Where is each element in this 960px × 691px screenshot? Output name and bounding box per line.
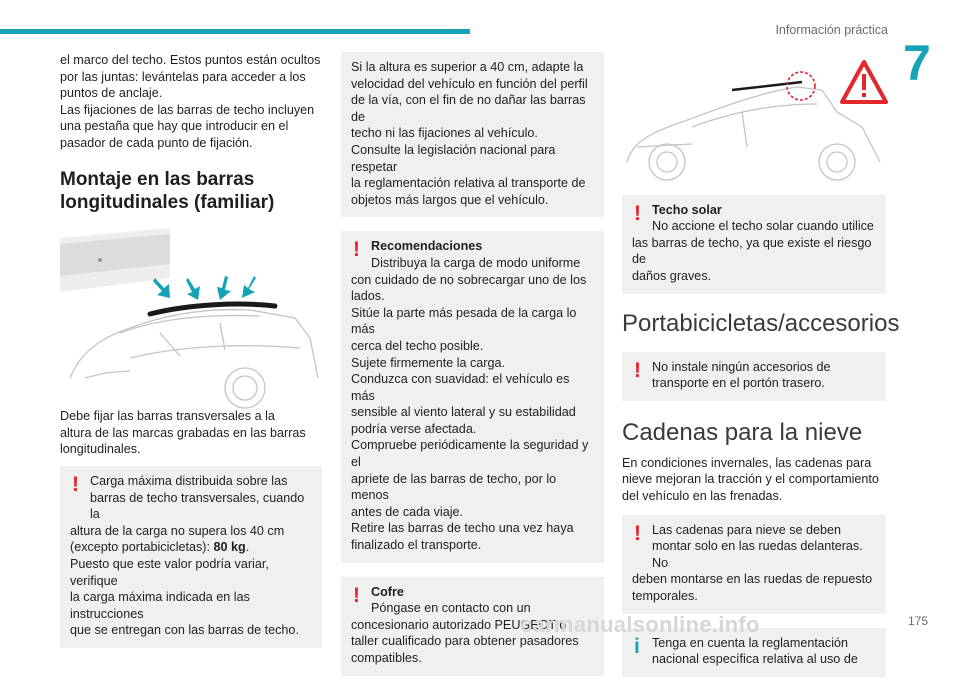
warning-exclamation-icon: !: [634, 358, 641, 382]
text-line: daños graves.: [632, 268, 712, 283]
text-line: una pestaña que hay que introducir en el: [60, 119, 289, 134]
height-notice-box: [341, 52, 604, 217]
text-line: altura de la carga no supera los 40 cm: [70, 523, 285, 538]
text-line: antes de cada viaje.: [351, 504, 464, 519]
text-line: montar solo en las ruedas delanteras. No: [652, 539, 863, 570]
snow-chains-paragraph: [622, 455, 886, 505]
max-load-value: 80 kg: [213, 540, 246, 555]
text-line: Retire las barras de techo una vez haya: [351, 521, 574, 536]
page-number: 175: [907, 614, 928, 628]
warning-exclamation-icon: !: [353, 238, 360, 262]
box-title: Recomendaciones: [371, 239, 483, 254]
text-line: sensible al viento lateral y su estabilidad: [351, 405, 576, 420]
box-title: Cofre: [371, 584, 404, 599]
text-line: cerca del techo posible.: [351, 338, 484, 353]
column-3: [622, 52, 900, 691]
text-line: Póngase en contacto con un: [371, 601, 531, 616]
text-line: finalizado el transporte.: [351, 538, 482, 553]
text-line: No instale ningún accesorios de: [652, 359, 831, 374]
text-line: Si la altura es superior a 40 cm, adapte la: [351, 60, 584, 74]
text-line: deben montarse en las ruedas de repuesto: [632, 572, 873, 587]
text-line: Carga máxima distribuida sobre las: [90, 473, 288, 488]
text-line: la carga máxima indicada en las instrucciones: [70, 590, 250, 621]
text-span: .: [245, 540, 250, 555]
info-icon: i: [634, 634, 640, 658]
text-line: Distribuya la carga de modo uniforme: [371, 255, 581, 270]
text-line: objetos más largos que el vehículo.: [351, 192, 549, 207]
text-line: En condiciones invernales, las cadenas para: [622, 455, 872, 470]
chapter-number: 7: [903, 35, 931, 91]
text-line: concesionario autorizado PEUGEOT o: [351, 617, 567, 632]
text-line: velocidad del vehículo en función del perfil: [351, 76, 588, 91]
column-1: [60, 52, 322, 662]
roof-rails-illustration: [60, 228, 322, 396]
recommendations-warning-box: [341, 231, 604, 562]
text-line: podría verse afectada.: [351, 421, 477, 436]
header-accent-bar: [0, 29, 470, 34]
text-line: Conduzca con suavidad: el vehículo es más: [351, 372, 570, 403]
warning-exclamation-icon: !: [353, 583, 360, 607]
text-line: lados.: [351, 289, 385, 304]
box-title: Techo solar: [652, 202, 722, 217]
text-line: techo ni las fijaciones al vehículo.: [351, 126, 538, 141]
section-title: Información práctica: [775, 23, 888, 37]
text-line: por las juntas: levántelas para acceder a los: [60, 69, 306, 84]
text-line: apriete de las barras de techo, por lo menos: [351, 471, 557, 503]
sunroof-illustration: [622, 52, 886, 182]
text-span: (excepto portabicicletas):: [70, 540, 214, 555]
text-line: Tenga en cuenta la reglamentación: [652, 635, 849, 650]
rails-paragraph: [60, 408, 322, 458]
warning-triangle-icon: [842, 62, 886, 102]
text-line: No accione el techo solar cuando utilice: [652, 219, 874, 234]
text-line: Las fijaciones de las barras de techo incluyen: [60, 102, 315, 117]
text-line: Puesto que este valor podría variar, verifique: [70, 556, 269, 588]
text-line: que se entregan con las barras de techo.: [70, 623, 299, 638]
text-line: barras de techo transversales, cuando la: [90, 490, 305, 522]
warning-exclamation-icon: !: [634, 201, 641, 225]
text-line: compatibles.: [351, 651, 422, 665]
text-line: pasador de cada punto de fijación.: [60, 135, 253, 150]
text-line: Consulte la legislación nacional para respetar: [351, 142, 556, 174]
section-heading-roof-rails: [60, 168, 322, 214]
warning-exclamation-icon: !: [72, 472, 79, 496]
text-line: de la vía, con el fin de no dañar las barras de: [351, 93, 586, 124]
text-line: Compruebe periódicamente la seguridad y el: [351, 438, 589, 470]
text-line: nacional específica relativa al uso de: [652, 652, 858, 667]
arrow-icons: [153, 276, 256, 300]
text-line: nieve mejoran la tracción y el comportamiento: [622, 472, 879, 487]
text-line: longitudinales.: [60, 442, 141, 457]
text-line: taller cualificado para obtener pasadores: [351, 634, 579, 649]
text-line: la reglamentación relativa al transporte de: [351, 176, 586, 191]
text-line: [70, 539, 312, 556]
snow-chains-warning-box: [622, 515, 886, 614]
text-line: con cuidado de no sobrecargar uno de los: [351, 272, 587, 287]
sunroof-warning-box: [622, 195, 886, 294]
bike-carrier-warning-box: [622, 352, 886, 401]
column-2: [341, 52, 604, 690]
warning-exclamation-icon: !: [634, 521, 641, 545]
text-line: Sujete firmemente la carga.: [351, 355, 505, 370]
text-line: Sitúe la parte más pesada de la carga lo más: [351, 305, 577, 337]
intro-paragraph: [60, 52, 322, 152]
section-heading-bike-carriers: Portabicicletas/accesorios: [622, 309, 900, 337]
text-line: el marco del techo. Estos puntos están ocultos: [60, 53, 321, 67]
heading-line: Montaje en las barras: [60, 168, 255, 190]
section-heading-snow-chains: Cadenas para la nieve: [622, 418, 863, 446]
text-line: Debe fijar las barras transversales a la: [60, 409, 275, 424]
max-load-warning-box: [60, 466, 322, 648]
text-line: temporales.: [632, 588, 698, 603]
watermark: carmanualsonline.info: [520, 612, 760, 637]
text-line: puntos de anclaje.: [60, 86, 163, 101]
text-line: las barras de techo, ya que existe el riesgo de: [632, 235, 872, 267]
text-line: transporte en el portón trasero.: [652, 376, 825, 391]
text-line: Las cadenas para nieve se deben: [652, 522, 842, 537]
text-line: altura de las marcas grabadas en las barras: [60, 425, 306, 440]
heading-line: longitudinales (familiar): [60, 191, 275, 213]
text-line: del vehículo en las frenadas.: [622, 488, 783, 503]
